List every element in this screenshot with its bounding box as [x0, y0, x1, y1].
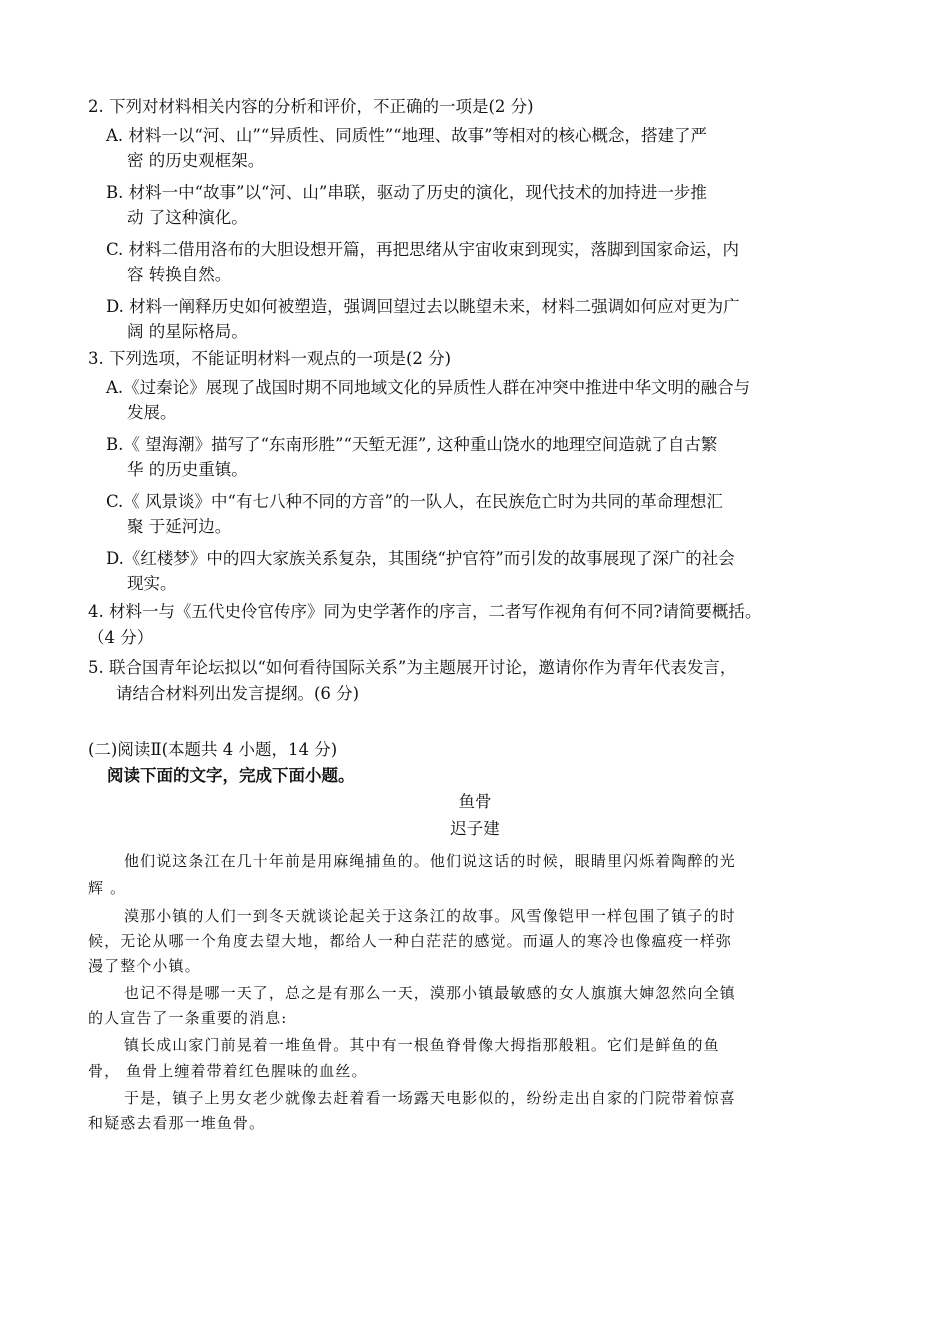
story-p5-line1: 于是，镇子上男女老少就像去赶着看一场露天电影似的，纷纷走出自家的门院带着惊喜: [124, 1089, 736, 1107]
story-p1-line1: 他们说这条江在几十年前是用麻绳捕鱼的。他们说这话的时候，眼睛里闪烁着陶醉的光: [124, 852, 736, 870]
story-p3-line1: 也记不得是哪一天了，总之是有那么一天，漠那小镇最敏感的女人旗旗大婶忽然向全镇: [124, 984, 736, 1002]
q2-option-c-line1: C. 材料二借用洛布的大胆设想开篇，再把思绪从宇宙收束到现实，落脚到国家命运，内: [106, 240, 740, 259]
q3-option-d-line1: D.《红楼梦》中的四大家族关系复杂，其围绕“护官符”而引发的故事展现了深广的社会: [106, 549, 735, 568]
q2-option-b-line1: B. 材料一中“故事”以“河、山”串联，驱动了历史的演化，现代技术的加持进一步推: [106, 183, 707, 202]
q3-option-b-line1: B.《 望海潮》描写了“东南形胜”“天堑无涯”, 这种重山饶水的地理空间造就了自古繁: [106, 435, 718, 454]
story-p1-line2: 辉 。: [88, 879, 127, 897]
q2-option-a-line1: A. 材料一以“河、山”“异质性、同质性”“地理、故事”等相对的核心概念，搭建了严: [106, 126, 708, 145]
q3-stem: 3. 下列选项，不能证明材料一观点的一项是(2 分): [88, 349, 452, 368]
q2-option-b-line2: 动 了这种演化。: [127, 208, 248, 227]
q4-line2: （4 分）: [88, 628, 154, 647]
story-p4-line1: 镇长成山家门前晃着一堆鱼骨。其中有一根鱼脊骨像大拇指那般粗。它们是鲜鱼的鱼: [124, 1036, 720, 1054]
q3-option-a-line1: A.《过秦论》展现了战国时期不同地域文化的异质性人群在冲突中推进中华文明的融合与: [106, 378, 751, 397]
q4-line1: 4. 材料一与《五代史伶官传序》同为史学著作的序言，二者写作视角有何不同?请简要概括。: [88, 602, 762, 621]
story-author: 迟子建: [450, 819, 500, 838]
q3-option-a-line2: 发展。: [127, 403, 177, 422]
q5-line2: 请结合材料列出发言提纲。(6 分): [116, 684, 360, 703]
story-title: 鱼骨: [458, 792, 492, 811]
q2-option-c-line2: 容 转换自然。: [127, 265, 232, 284]
section-instruction: 阅读下面的文字，完成下面小题。: [107, 766, 355, 785]
story-p2-line1: 漠那小镇的人们一到冬天就谈论起关于这条江的故事。风雪像铠甲一样包围了镇子的时: [124, 907, 736, 925]
story-p5-line2: 和疑惑去看那一堆鱼骨。: [88, 1114, 266, 1132]
story-p2-line2: 候，无论从哪一个角度去望大地，都给人一种白茫茫的感觉。而逼人的寒冷也像瘟疫一样弥: [88, 932, 733, 950]
q5-line1: 5. 联合国青年论坛拟以“如何看待国际关系”为主题展开讨论，邀请你作为青年代表发言，: [88, 658, 737, 677]
q2-option-d-line2: 阔 的星际格局。: [127, 322, 248, 341]
story-p3-line2: 的人宣告了一条重要的消息:: [88, 1009, 288, 1027]
q2-option-a-line2: 密 的历史观框架。: [127, 151, 265, 170]
story-p4-line2: 骨， 鱼骨上缠着带着红色腥味的血丝。: [88, 1062, 368, 1080]
q3-option-d-line2: 现实。: [127, 574, 177, 593]
q3-option-c-line1: C.《 风景谈》中“有七八种不同的方音”的一队人，在民族危亡时为共同的革命理想汇: [106, 492, 723, 511]
story-p2-line3: 漫了整个小镇。: [88, 957, 201, 975]
q3-option-c-line2: 聚 于延河边。: [127, 517, 232, 536]
section-header: (二)阅读Ⅱ(本题共 4 小题，14 分): [88, 740, 338, 759]
q2-stem: 2. 下列对材料相关内容的分析和评价，不正确的一项是(2 分): [88, 97, 534, 116]
q3-option-b-line2: 华 的历史重镇。: [127, 460, 248, 479]
q2-option-d-line1: D. 材料一阐释历史如何被塑造，强调回望过去以眺望未来，材料二强调如何应对更为广: [106, 297, 740, 316]
